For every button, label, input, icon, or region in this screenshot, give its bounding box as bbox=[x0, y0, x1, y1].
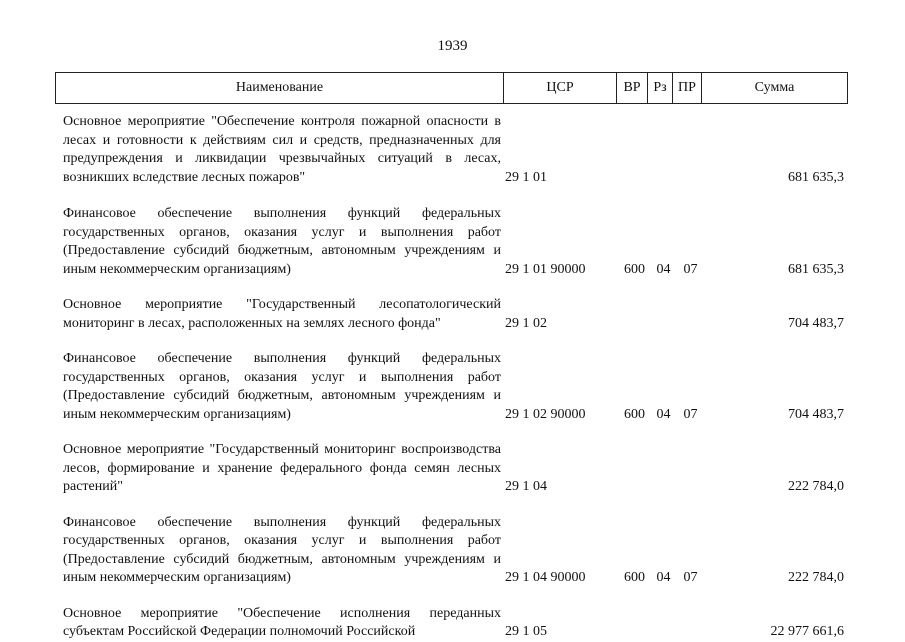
header-rz: Рз bbox=[648, 73, 673, 103]
table-row bbox=[55, 350, 848, 424]
row-name: Основное мероприятие "Обеспечение контроля пожарной опасности в лесах и готовности к действиям сил и средств, предназначенных для предупреждения и ликвидации чрезвычайных ситуаций в лесах, возникших вследствие лесных пожаров" bbox=[63, 114, 501, 185]
row-pr: 07 bbox=[683, 570, 698, 585]
row-name: Финансовое обеспечение выполнения функций федеральных государственных органов, оказания услуг и выполнения работ (Предоставление субсидий бюджетным, автономным учреждениям и иным некоммерческим организациям) bbox=[63, 351, 501, 422]
row-csr: 29 1 02 bbox=[505, 315, 547, 331]
header-name: Наименование bbox=[56, 73, 504, 103]
row-name: Финансовое обеспечение выполнения функций федеральных государственных органов, оказания услуг и выполнения работ (Предоставление субсидий бюджетным, автономным учреждениям и иным некоммерческим организациям) bbox=[63, 514, 501, 585]
row-sum: 704 483,7 bbox=[788, 406, 844, 422]
row-vr: 600 bbox=[624, 570, 645, 585]
table-row bbox=[55, 296, 848, 333]
row-rz: 04 bbox=[656, 406, 671, 422]
header-pr: ПР bbox=[673, 73, 702, 103]
row-vr: 600 bbox=[624, 261, 645, 277]
header-csr: ЦСР bbox=[504, 73, 617, 103]
header-vr: ВР bbox=[617, 73, 648, 103]
row-rz: 04 bbox=[656, 570, 671, 585]
row-sum: 222 784,0 bbox=[788, 479, 844, 494]
table-row bbox=[55, 113, 848, 187]
row-sum: 704 483,7 bbox=[788, 315, 844, 331]
table-header bbox=[55, 72, 848, 104]
header-sum: Сумма bbox=[754, 80, 795, 95]
row-sum: 681 635,3 bbox=[788, 169, 844, 185]
row-sum: 22 977 661,6 bbox=[770, 624, 844, 639]
row-csr: 29 1 02 90000 bbox=[505, 406, 586, 422]
row-csr: 29 1 01 bbox=[505, 169, 547, 185]
table-row bbox=[55, 441, 848, 497]
table-body bbox=[55, 104, 848, 642]
row-csr: 29 1 05 bbox=[505, 624, 547, 639]
row-pr: 07 bbox=[683, 261, 698, 277]
table-row bbox=[55, 205, 848, 279]
page-number: 1939 bbox=[437, 38, 468, 54]
row-name: Основное мероприятие "Государственный мониторинг воспроизводства лесов, формирование и хранение федерального фонда семян лесных растений" bbox=[63, 442, 501, 494]
row-pr: 07 bbox=[683, 406, 698, 422]
row-csr: 29 1 01 90000 bbox=[505, 261, 586, 277]
row-name: Финансовое обеспечение выполнения функций федеральных государственных органов, оказания услуг и выполнения работ (Предоставление субсидий бюджетным, автономным учреждениям и иным некоммерческим организациям) bbox=[63, 206, 501, 277]
table-row bbox=[55, 605, 848, 642]
row-sum: 681 635,3 bbox=[788, 261, 844, 277]
row-rz: 04 bbox=[656, 261, 671, 277]
row-csr: 29 1 04 90000 bbox=[505, 570, 586, 585]
row-csr: 29 1 04 bbox=[505, 479, 547, 494]
row-name: Основное мероприятие "Государственный лесопатологический мониторинг в лесах, расположенных на землях лесного фонда" bbox=[63, 297, 501, 331]
row-vr: 600 bbox=[624, 406, 645, 422]
row-sum: 222 784,0 bbox=[788, 570, 844, 585]
row-name: Основное мероприятие "Обеспечение исполнения переданных субъектам Российской Федерации полномочий Российской bbox=[63, 605, 501, 639]
table-row bbox=[55, 514, 848, 588]
